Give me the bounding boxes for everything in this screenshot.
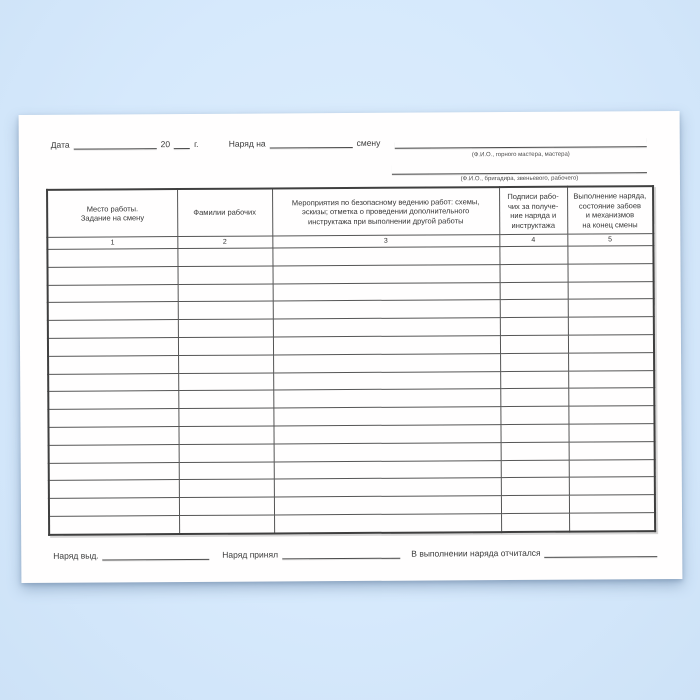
empty-cell bbox=[48, 302, 178, 321]
empty-cell bbox=[569, 513, 655, 532]
empty-cell bbox=[49, 462, 179, 481]
order-blank-line bbox=[270, 145, 353, 149]
empty-cell bbox=[273, 389, 500, 408]
empty-cell bbox=[273, 425, 500, 444]
order-row bbox=[229, 138, 381, 150]
empty-cell bbox=[178, 390, 273, 408]
empty-cell bbox=[273, 300, 500, 319]
empty-cell bbox=[500, 335, 568, 353]
empty-cell bbox=[500, 353, 568, 371]
order-reported-row bbox=[411, 547, 657, 560]
date-label: Дата bbox=[50, 139, 70, 150]
col-header-safety-measures: Мероприятия по безопасному ведению работ: схемы, эскизы; отметка о проведении дополнительного инструктажа при выполнении другой работы bbox=[272, 187, 499, 236]
empty-cell bbox=[500, 282, 568, 300]
col-number: 3 bbox=[272, 235, 499, 248]
empty-cell bbox=[568, 281, 654, 299]
order-reported-blank-line bbox=[545, 554, 658, 558]
order-accepted-label: Наряд принял bbox=[222, 549, 279, 560]
empty-cell bbox=[500, 317, 568, 335]
empty-cell bbox=[48, 409, 178, 428]
empty-cell bbox=[500, 406, 568, 424]
date-row bbox=[51, 139, 199, 151]
empty-cell bbox=[567, 263, 653, 281]
empty-cell bbox=[49, 480, 179, 499]
empty-cell bbox=[272, 247, 499, 266]
empty-cell bbox=[501, 460, 569, 478]
order-issued-label: Наряд выд. bbox=[53, 550, 99, 561]
order-label: Наряд на bbox=[228, 138, 266, 149]
empty-cell bbox=[567, 246, 653, 264]
empty-cell bbox=[273, 282, 500, 301]
empty-cell bbox=[178, 319, 273, 337]
col-header-workers: Фамилии рабочих bbox=[177, 188, 272, 236]
col-number: 1 bbox=[47, 237, 177, 250]
empty-cell bbox=[274, 460, 501, 479]
empty-cell bbox=[568, 406, 654, 424]
empty-cell bbox=[568, 335, 654, 353]
empty-cell bbox=[48, 355, 178, 374]
empty-cell bbox=[178, 373, 273, 391]
empty-cell bbox=[48, 373, 178, 392]
empty-cell bbox=[273, 318, 500, 337]
empty-cell bbox=[179, 515, 274, 534]
foreman-signature-line bbox=[392, 163, 647, 175]
year-blank-line bbox=[174, 146, 190, 149]
empty-cell bbox=[48, 284, 178, 303]
empty-cell bbox=[274, 478, 501, 497]
order-accepted-blank-line bbox=[282, 556, 400, 560]
col-header-workplace: Место работы. Задание на смену bbox=[47, 189, 177, 237]
empty-cell bbox=[48, 338, 178, 357]
empty-cell bbox=[273, 353, 500, 372]
empty-cell bbox=[500, 371, 568, 389]
empty-cell bbox=[179, 462, 274, 480]
empty-cell bbox=[178, 337, 273, 355]
empty-cell bbox=[48, 320, 178, 339]
empty-cell bbox=[568, 352, 654, 370]
empty-cell bbox=[48, 427, 178, 446]
order-accepted-row bbox=[222, 549, 400, 561]
empty-cell bbox=[568, 299, 654, 317]
empty-cell bbox=[49, 498, 179, 517]
order-reported-label: В выполнении наряда отчитался bbox=[411, 547, 541, 559]
empty-cell bbox=[500, 389, 568, 407]
empty-cell bbox=[501, 442, 569, 460]
col-number: 2 bbox=[177, 236, 272, 249]
empty-cell bbox=[178, 408, 273, 426]
master-signature-caption: (Ф.И.О., горного мастера, мастера) bbox=[471, 151, 570, 159]
empty-cell bbox=[568, 388, 654, 406]
empty-cell bbox=[274, 496, 501, 515]
empty-cell bbox=[569, 441, 655, 459]
year-suffix: г. bbox=[194, 138, 199, 149]
empty-cell bbox=[178, 266, 273, 284]
empty-cell bbox=[48, 266, 178, 285]
empty-cell bbox=[178, 284, 273, 302]
master-signature-line bbox=[395, 137, 647, 149]
empty-cell bbox=[273, 407, 500, 426]
empty-cell bbox=[178, 301, 273, 319]
table-row bbox=[49, 513, 655, 535]
empty-cell bbox=[177, 248, 272, 266]
paper-sheet bbox=[19, 111, 683, 583]
empty-cell bbox=[49, 516, 179, 535]
empty-cell bbox=[500, 300, 568, 318]
empty-cell bbox=[274, 442, 501, 461]
empty-cell bbox=[501, 478, 569, 496]
empty-cell bbox=[274, 514, 501, 534]
empty-cell bbox=[273, 336, 500, 355]
col-header-completion: Выполнение наряда, состояние забоев и механизмов на конец смены bbox=[567, 186, 653, 234]
foreman-signature-caption: (Ф.И.О., бригадира, звеньевого, рабочего) bbox=[460, 175, 579, 183]
empty-cell bbox=[178, 355, 273, 373]
empty-cell bbox=[569, 495, 655, 513]
shift-label: смену bbox=[356, 137, 381, 148]
empty-cell bbox=[569, 459, 655, 477]
empty-cell bbox=[273, 371, 500, 390]
date-blank-line bbox=[74, 146, 157, 150]
empty-cell bbox=[568, 370, 654, 388]
order-issued-blank-line bbox=[103, 557, 210, 561]
empty-cell bbox=[47, 249, 177, 268]
empty-cell bbox=[178, 426, 273, 444]
table-body bbox=[47, 246, 655, 535]
order-issued-row bbox=[53, 550, 209, 562]
empty-cell bbox=[568, 317, 654, 335]
empty-cell bbox=[499, 264, 567, 282]
col-header-signatures: Подписи рабо- чих за получе- ние наряда и инструктажа bbox=[499, 187, 567, 235]
empty-cell bbox=[501, 495, 569, 513]
empty-cell bbox=[273, 264, 500, 283]
empty-cell bbox=[49, 444, 179, 463]
col-number: 4 bbox=[499, 234, 567, 246]
empty-cell bbox=[500, 424, 568, 442]
empty-cell bbox=[179, 479, 274, 497]
empty-cell bbox=[179, 444, 274, 462]
col-number: 5 bbox=[567, 234, 653, 247]
empty-cell bbox=[179, 497, 274, 515]
empty-cell bbox=[48, 391, 178, 410]
table-header-row bbox=[47, 186, 653, 237]
year-prefix: 20 bbox=[160, 139, 171, 150]
empty-cell bbox=[568, 424, 654, 442]
empty-cell bbox=[499, 246, 567, 264]
empty-cell bbox=[569, 477, 655, 495]
empty-cell bbox=[501, 513, 569, 532]
work-order-table bbox=[46, 185, 656, 535]
